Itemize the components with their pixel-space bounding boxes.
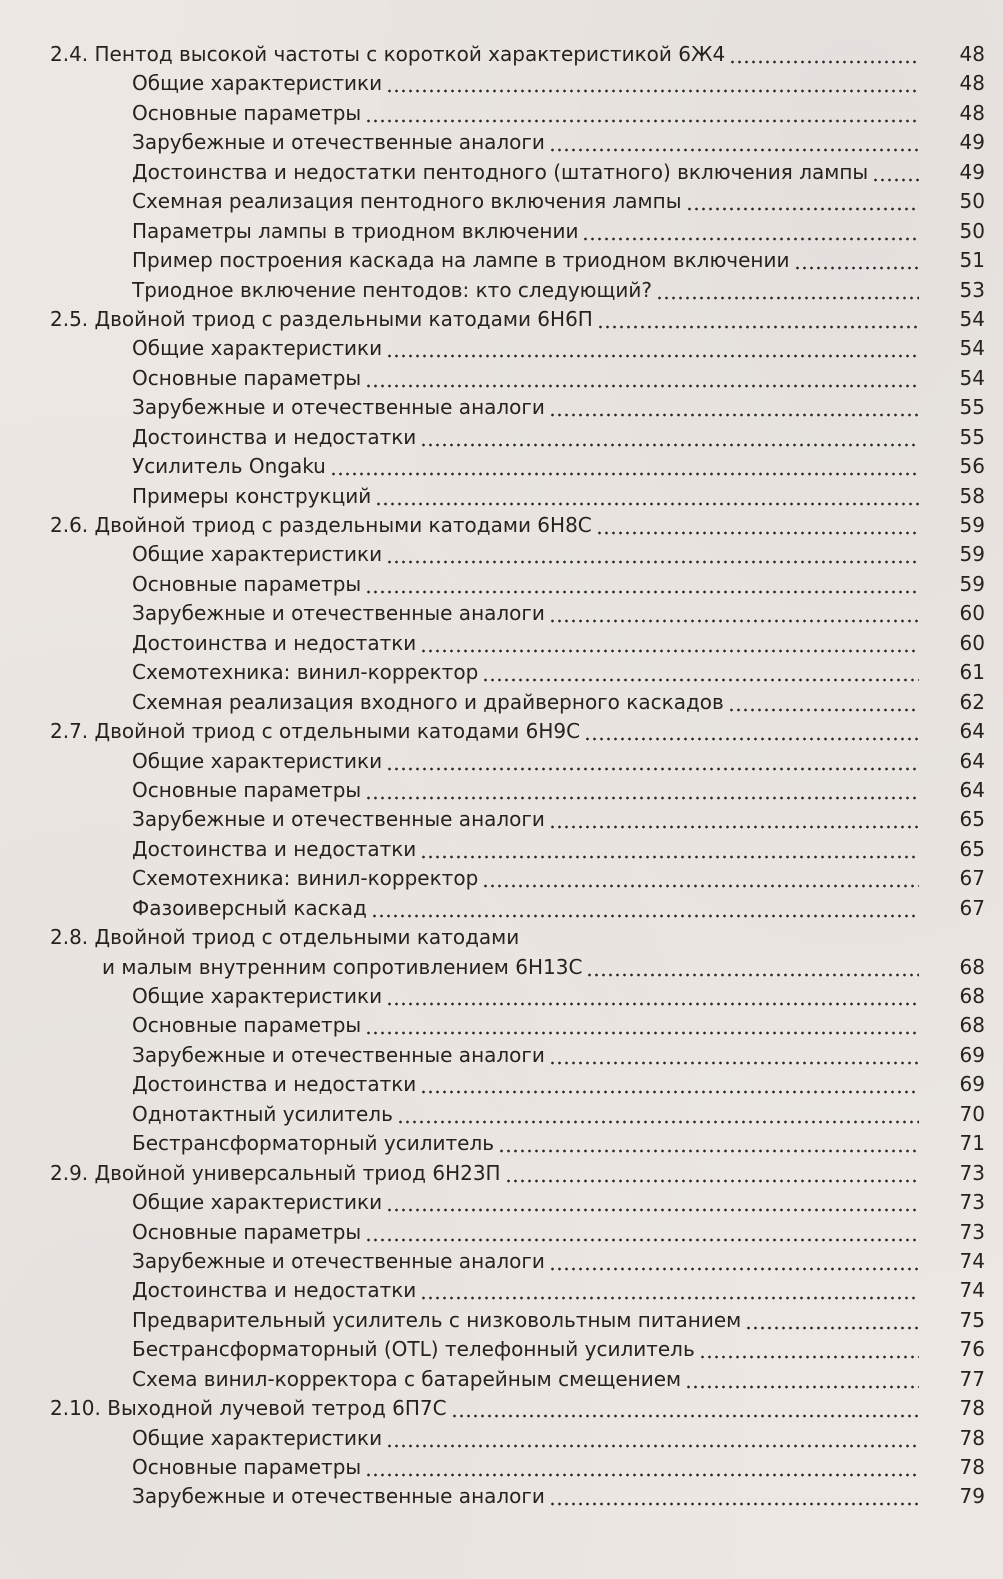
dot-leader bbox=[451, 1394, 919, 1423]
toc-entry-title: Достоинства и недостатки bbox=[132, 1278, 417, 1303]
toc-page-number: 73 bbox=[959, 1219, 985, 1244]
toc-entry-title-wrap bbox=[132, 894, 923, 923]
toc-entry-title: Зарубежные и отечественные аналоги bbox=[132, 601, 545, 626]
toc-subsection-entry bbox=[0, 1188, 1003, 1217]
toc-subsection-entry bbox=[0, 1070, 1003, 1099]
toc-entry-title-wrap bbox=[50, 40, 923, 69]
toc-entry-title-wrap bbox=[132, 1247, 923, 1276]
toc-entry-title: Основные параметры bbox=[132, 365, 362, 390]
toc-subsection-entry bbox=[0, 393, 1003, 422]
toc-entry-title-wrap bbox=[132, 69, 923, 98]
toc-entry-title: Усилитель Ongaku bbox=[132, 454, 326, 479]
toc-page-number: 54 bbox=[959, 306, 985, 331]
dot-leader bbox=[872, 158, 919, 187]
toc-entry-title: Основные параметры bbox=[132, 571, 362, 596]
toc-subsection-entry bbox=[0, 1335, 1003, 1364]
toc-entry-title: Общие характеристики bbox=[132, 984, 383, 1009]
toc-entry-title: Зарубежные и отечественные аналоги bbox=[132, 807, 545, 832]
toc-entry-title: 2.10. Выходной лучевой тетрод 6П7С bbox=[50, 1396, 447, 1421]
toc-entry-title-wrap bbox=[132, 334, 923, 363]
toc-subsection-entry bbox=[0, 1424, 1003, 1453]
toc-subsection-entry bbox=[0, 629, 1003, 658]
toc-page-number: 78 bbox=[959, 1455, 985, 1480]
toc-entry-title: Зарубежные и отечественные аналоги bbox=[132, 1248, 545, 1273]
toc-page-number: 48 bbox=[959, 42, 985, 66]
toc-subsection-entry bbox=[0, 540, 1003, 569]
toc-subsection-entry bbox=[0, 599, 1003, 628]
toc-entry-title: Зарубежные и отечественные аналоги bbox=[132, 1042, 545, 1067]
toc-entry-title-wrap bbox=[132, 1070, 923, 1099]
toc-entry-title-wrap bbox=[132, 1041, 923, 1070]
dot-leader bbox=[549, 1482, 919, 1511]
toc-subsection-entry bbox=[0, 688, 1003, 717]
toc-subsection-entry bbox=[0, 747, 1003, 776]
toc-subsection-entry bbox=[0, 1247, 1003, 1276]
dot-leader bbox=[386, 540, 919, 569]
dot-leader bbox=[596, 511, 919, 540]
toc-page-number: 73 bbox=[959, 1190, 985, 1215]
dot-leader bbox=[729, 40, 919, 69]
dot-leader bbox=[686, 187, 920, 216]
toc-page-number: 55 bbox=[959, 395, 985, 420]
toc-entry-title-wrap bbox=[132, 570, 923, 599]
toc-entry-title-wrap bbox=[132, 599, 923, 628]
toc-entry-title-wrap bbox=[50, 511, 923, 540]
toc-page-number: 53 bbox=[959, 277, 985, 302]
toc-entry-title-wrap bbox=[132, 1129, 923, 1158]
toc-subsection-entry bbox=[0, 69, 1003, 98]
dot-leader bbox=[549, 805, 919, 834]
toc-page-number: 70 bbox=[959, 1101, 985, 1126]
toc-entry-title: Основные параметры bbox=[132, 1013, 362, 1038]
toc-page-number: 59 bbox=[959, 542, 985, 567]
toc-entry-title-wrap bbox=[132, 1335, 923, 1364]
toc-page-number: 49 bbox=[959, 130, 985, 155]
toc-entry-title-wrap bbox=[132, 99, 923, 128]
toc-subsection-entry bbox=[0, 894, 1003, 923]
toc-entry-title-wrap bbox=[132, 1453, 923, 1482]
toc-page-number: 64 bbox=[959, 748, 985, 773]
toc-subsection-entry bbox=[0, 364, 1003, 393]
toc-section-entry bbox=[0, 717, 1003, 746]
toc-page-number: 67 bbox=[959, 866, 985, 891]
toc-subsection-entry bbox=[0, 128, 1003, 157]
toc-entry-title: Достоинства и недостатки bbox=[132, 836, 417, 861]
toc-entry-title: Параметры лампы в триодном включении bbox=[132, 218, 579, 243]
toc-page-number: 59 bbox=[959, 571, 985, 596]
toc-subsection-entry bbox=[0, 246, 1003, 275]
toc-entry-title: Общие характеристики bbox=[132, 336, 383, 361]
toc-entry-title: Общие характеристики bbox=[132, 1190, 383, 1215]
toc-entry-title-wrap bbox=[50, 1159, 923, 1188]
toc-entry-title: 2.6. Двойной триод с раздельными катодами 6Н8С bbox=[50, 513, 592, 537]
toc-entry-title: Бестрансформаторный (OTL) телефонный усилитель bbox=[132, 1337, 695, 1362]
toc-entry-title: Однотактный усилитель bbox=[132, 1101, 393, 1126]
toc-entry-title: Достоинства и недостатки пентодного (штатного) включения лампы bbox=[132, 159, 869, 184]
dot-leader bbox=[386, 69, 919, 98]
toc-page-number: 68 bbox=[959, 954, 985, 979]
toc-page-number: 50 bbox=[959, 218, 985, 243]
toc-subsection-entry bbox=[0, 1218, 1003, 1247]
toc-page-number: 48 bbox=[959, 71, 985, 96]
dot-leader bbox=[728, 688, 919, 717]
toc-page-number: 64 bbox=[959, 719, 985, 744]
dot-leader bbox=[386, 982, 919, 1011]
dot-leader bbox=[420, 1070, 919, 1099]
toc-subsection-entry bbox=[0, 276, 1003, 305]
toc-entry-title: Бестрансформаторный усилитель bbox=[132, 1131, 495, 1156]
dot-leader bbox=[482, 658, 919, 687]
toc-entry-title: Фазоиверсный каскад bbox=[132, 895, 367, 920]
toc-entry-title: Общие характеристики bbox=[132, 1425, 383, 1450]
toc-entry-title-wrap bbox=[132, 805, 923, 834]
toc-entry-title-wrap bbox=[132, 452, 923, 481]
toc-subsection-entry bbox=[0, 334, 1003, 363]
dot-leader bbox=[420, 835, 919, 864]
toc-page-number: 65 bbox=[959, 836, 985, 861]
toc-page-number: 59 bbox=[959, 513, 985, 537]
dot-leader bbox=[549, 1247, 919, 1276]
toc-entry-title-wrap bbox=[132, 982, 923, 1011]
toc-subsection-entry bbox=[0, 1482, 1003, 1511]
toc-page-number: 62 bbox=[959, 689, 985, 714]
toc-page-number: 78 bbox=[959, 1425, 985, 1450]
toc-subsection-entry bbox=[0, 187, 1003, 216]
dot-leader bbox=[505, 1159, 919, 1188]
dot-leader bbox=[549, 599, 919, 628]
toc-subsection-entry bbox=[0, 1011, 1003, 1040]
toc-entry-title: Достоинства и недостатки bbox=[132, 424, 417, 449]
toc-entry-title-wrap bbox=[132, 246, 923, 275]
toc-page-number: 69 bbox=[959, 1072, 985, 1097]
toc-entry-title-wrap bbox=[132, 128, 923, 157]
toc-subsection-entry bbox=[0, 1306, 1003, 1335]
toc-subsection-entry bbox=[0, 158, 1003, 187]
toc-entry-title-wrap bbox=[132, 1306, 923, 1335]
toc-subsection-entry bbox=[0, 864, 1003, 893]
toc-entry-title-wrap bbox=[132, 482, 923, 511]
toc-entry-title: Общие характеристики bbox=[132, 71, 383, 96]
toc-entry-title-wrap bbox=[132, 217, 923, 246]
toc-entry-title-wrap bbox=[132, 1365, 923, 1394]
toc-entry-title: Триодное включение пентодов: кто следующий? bbox=[132, 277, 652, 302]
dot-leader bbox=[386, 1188, 919, 1217]
toc-entry-title: Основные параметры bbox=[132, 1219, 362, 1244]
toc-entry-title: Основные параметры bbox=[132, 100, 362, 125]
toc-page-number: 69 bbox=[959, 1042, 985, 1067]
toc-page-number: 74 bbox=[959, 1248, 985, 1273]
dot-leader bbox=[365, 570, 919, 599]
dot-leader bbox=[794, 246, 920, 275]
dot-leader bbox=[420, 423, 919, 452]
dot-leader bbox=[365, 776, 919, 805]
toc-subsection-entry bbox=[0, 776, 1003, 805]
toc-entry-title-wrap bbox=[50, 305, 923, 334]
toc-page-number: 74 bbox=[959, 1278, 985, 1303]
toc-subsection-entry bbox=[0, 452, 1003, 481]
toc-page-number: 49 bbox=[959, 159, 985, 184]
dot-leader bbox=[420, 629, 919, 658]
toc-subsection-entry bbox=[0, 982, 1003, 1011]
toc-entry-title-wrap bbox=[132, 776, 923, 805]
toc-entry-title-wrap bbox=[50, 923, 923, 982]
toc-entry-title-wrap bbox=[132, 1424, 923, 1453]
toc-entry-title: Основные параметры bbox=[132, 777, 362, 802]
dot-leader bbox=[375, 482, 919, 511]
toc-entry-title-wrap bbox=[132, 1482, 923, 1511]
toc-subsection-entry bbox=[0, 482, 1003, 511]
toc-entry-title-wrap bbox=[132, 658, 923, 687]
toc-page-number: 77 bbox=[959, 1366, 985, 1391]
toc-entry-title-wrap bbox=[132, 864, 923, 893]
toc-entry-title: 2.4. Пентод высокой частоты с короткой характеристикой 6Ж4 bbox=[50, 42, 726, 66]
toc-entry-title-wrap bbox=[132, 423, 923, 452]
toc-entry-title-wrap bbox=[132, 364, 923, 393]
toc-page-number: 54 bbox=[959, 336, 985, 361]
toc-entry-title-wrap bbox=[50, 717, 923, 746]
toc-page-number: 78 bbox=[959, 1396, 985, 1421]
toc-page-number: 51 bbox=[959, 248, 985, 273]
toc-entry-title-wrap bbox=[132, 158, 923, 187]
dot-leader bbox=[699, 1335, 919, 1364]
dot-leader bbox=[365, 364, 919, 393]
dot-leader bbox=[549, 1041, 919, 1070]
dot-leader bbox=[365, 1218, 919, 1247]
toc-entry-title: Достоинства и недостатки bbox=[132, 630, 417, 655]
toc-page-number: 68 bbox=[959, 1013, 985, 1038]
toc-entry-title-continuation: и малым внутренним сопротивлением 6Н13С bbox=[102, 954, 583, 979]
toc-entry-title: Схемотехника: винил-корректор bbox=[132, 660, 479, 685]
toc-entry-title-wrap bbox=[132, 540, 923, 569]
toc-section-entry bbox=[0, 40, 1003, 69]
toc-page-number: 75 bbox=[959, 1307, 985, 1332]
toc-page-number: 65 bbox=[959, 807, 985, 832]
dot-leader bbox=[582, 217, 919, 246]
toc-page-number: 71 bbox=[959, 1131, 985, 1156]
toc-page-number: 64 bbox=[959, 777, 985, 802]
toc-entry-title: Достоинства и недостатки bbox=[132, 1072, 417, 1097]
toc-entry-title: 2.5. Двойной триод с раздельными катодами 6Н6П bbox=[50, 306, 593, 331]
toc-subsection-entry bbox=[0, 1100, 1003, 1129]
toc-subsection-entry bbox=[0, 1041, 1003, 1070]
dot-leader bbox=[397, 1100, 919, 1129]
dot-leader bbox=[365, 1453, 919, 1482]
toc-page-number: 79 bbox=[959, 1484, 985, 1509]
toc-entry-title: Схемотехника: винил-корректор bbox=[132, 866, 479, 891]
toc-subsection-entry bbox=[0, 423, 1003, 452]
table-of-contents bbox=[0, 40, 1003, 1512]
dot-leader bbox=[365, 1011, 919, 1040]
toc-subsection-entry bbox=[0, 835, 1003, 864]
dot-leader bbox=[584, 717, 919, 746]
toc-entry-title-wrap bbox=[132, 276, 923, 305]
dot-leader bbox=[386, 334, 919, 363]
toc-entry-title: Схема винил-корректора с батарейным смещением bbox=[132, 1366, 682, 1391]
toc-section-entry bbox=[0, 305, 1003, 334]
toc-section-entry bbox=[0, 1159, 1003, 1188]
toc-page-number: 76 bbox=[959, 1337, 985, 1362]
toc-entry-title: Общие характеристики bbox=[132, 748, 383, 773]
toc-subsection-entry bbox=[0, 99, 1003, 128]
toc-section-entry bbox=[0, 923, 1003, 982]
toc-entry-title-block bbox=[50, 923, 582, 982]
toc-entry-title: Пример построения каскада на лампе в триодном включении bbox=[132, 248, 790, 273]
toc-section-entry bbox=[0, 511, 1003, 540]
toc-subsection-entry bbox=[0, 1276, 1003, 1305]
toc-entry-title: Схемная реализация пентодного включения лампы bbox=[132, 189, 682, 214]
toc-entry-title-wrap bbox=[50, 1394, 923, 1423]
dot-leader bbox=[371, 894, 919, 923]
toc-entry-title: 2.8. Двойной триод с отдельными катодами bbox=[50, 925, 520, 950]
toc-entry-title-wrap bbox=[132, 747, 923, 776]
toc-entry-title-wrap bbox=[132, 1276, 923, 1305]
dot-leader bbox=[365, 99, 919, 128]
toc-page-number: 67 bbox=[959, 895, 985, 920]
dot-leader bbox=[745, 1306, 919, 1335]
toc-page-number: 50 bbox=[959, 189, 985, 214]
toc-entry-title: Общие характеристики bbox=[132, 542, 383, 567]
toc-subsection-entry bbox=[0, 805, 1003, 834]
dot-leader bbox=[685, 1365, 919, 1394]
toc-entry-title-wrap bbox=[132, 393, 923, 422]
toc-entry-title-wrap bbox=[132, 1100, 923, 1129]
dot-leader bbox=[586, 953, 919, 982]
toc-page-number: 55 bbox=[959, 424, 985, 449]
toc-page-number: 61 bbox=[959, 660, 985, 685]
toc-page-number: 60 bbox=[959, 630, 985, 655]
toc-entry-title: Зарубежные и отечественные аналоги bbox=[132, 130, 545, 155]
toc-entry-title-wrap bbox=[132, 629, 923, 658]
toc-subsection-entry bbox=[0, 570, 1003, 599]
toc-page-number: 60 bbox=[959, 601, 985, 626]
dot-leader bbox=[597, 305, 919, 334]
toc-subsection-entry bbox=[0, 658, 1003, 687]
toc-page-number: 48 bbox=[959, 100, 985, 125]
dot-leader bbox=[549, 128, 919, 157]
toc-page-number: 68 bbox=[959, 984, 985, 1009]
toc-entry-title-wrap bbox=[132, 1011, 923, 1040]
toc-entry-title: Зарубежные и отечественные аналоги bbox=[132, 395, 545, 420]
toc-subsection-entry bbox=[0, 217, 1003, 246]
toc-subsection-entry bbox=[0, 1453, 1003, 1482]
toc-page-number: 54 bbox=[959, 365, 985, 390]
toc-entry-title: Основные параметры bbox=[132, 1455, 362, 1480]
dot-leader bbox=[549, 393, 919, 422]
dot-leader bbox=[420, 1276, 919, 1305]
toc-entry-title: Зарубежные и отечественные аналоги bbox=[132, 1484, 545, 1509]
toc-entry-title-wrap bbox=[132, 1188, 923, 1217]
toc-entry-title-wrap bbox=[132, 187, 923, 216]
dot-leader bbox=[330, 452, 919, 481]
toc-entry-title: Предварительный усилитель с низковольтным питанием bbox=[132, 1307, 742, 1332]
dot-leader bbox=[656, 276, 919, 305]
toc-page-number: 58 bbox=[959, 483, 985, 508]
toc-page-number: 56 bbox=[959, 454, 985, 479]
toc-entry-title: 2.7. Двойной триод с отдельными катодами 6Н9С bbox=[50, 719, 581, 744]
dot-leader bbox=[482, 864, 919, 893]
dot-leader bbox=[498, 1129, 919, 1158]
toc-entry-title: 2.9. Двойной универсальный триод 6Н23П bbox=[50, 1160, 501, 1185]
toc-page-number: 73 bbox=[959, 1160, 985, 1185]
toc-entry-title: Схемная реализация входного и драйверного каскадов bbox=[132, 689, 724, 714]
toc-entry-title-wrap bbox=[132, 835, 923, 864]
toc-subsection-entry bbox=[0, 1365, 1003, 1394]
toc-entry-title-wrap bbox=[132, 1218, 923, 1247]
toc-entry-title: Примеры конструкций bbox=[132, 483, 372, 508]
toc-entry-title-wrap bbox=[132, 688, 923, 717]
dot-leader bbox=[386, 1424, 919, 1453]
toc-section-entry bbox=[0, 1394, 1003, 1423]
toc-subsection-entry bbox=[0, 1129, 1003, 1158]
dot-leader bbox=[386, 747, 919, 776]
